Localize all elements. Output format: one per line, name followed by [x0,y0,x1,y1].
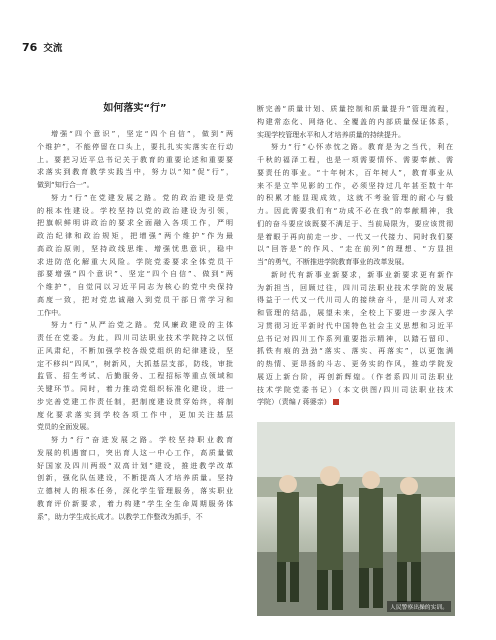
text-line: 工作中。 [37,307,66,317]
photo-caption: 人民警察出操的实训。 [387,601,451,612]
text-line: 的热情、更昂扬的斗志、更务实的作风，推动学院发 [257,359,453,368]
text-line: 抓铁有痕的劲劲“落实、落实、再落实”，以更饱满 [257,346,453,356]
text-line: 和管理的结晶，展望未来，全校上下要进一步深入学 [257,308,453,317]
text-line: 是着眼于再向前走一步、一代又一代接力、同时我们要 [257,231,453,241]
text-line: 上。要把习近平总书记关于教育的重要论述和重要要 [37,154,233,164]
text-line: 系”，助力学生成长成才。以教学工作整改为抓手，不 [37,511,203,521]
text-line: 千秋的福泽工程，也是一项需要情怀、需要奉献、需 [257,155,453,164]
text-line: 展迈上新台阶，再创新辉煌。（作者系四川司法职业 [257,371,453,381]
article-column-right [257,103,453,409]
text-line: 技术学院党委书记）（本文供图/四川司法职业技术 [257,384,453,394]
article-body-right [257,103,453,409]
text-line: 求进防范化解重大风险。学院党委要求全体党员干 [37,256,233,266]
text-line: 努力“行”从严治党之路。党风廉政建设的主体 [51,320,233,330]
text-line: 实现学校管理水平和人才培养质量的持续提升。 [257,129,405,139]
article-column-left [37,90,233,523]
text-line: 的积累才能显现成效，这就不考验管理的耐心与毅 [257,193,453,203]
text-line: 好国家及四川两级“双高计划”建设，推进教学改革 [37,460,233,470]
article-title: 如何落实“行” [103,103,167,114]
text-line: 当”的勇气，不断推进学院教育事业的改革发展。 [257,257,409,266]
end-mark-icon [333,399,339,405]
text-line: 努力“行”奋进发展之路。学校坚持职业教育 [51,435,233,444]
text-line: 的根本性建设。学校坚持以党的政治建设为引领， [37,205,233,215]
text-line: 构建常态化、网络化、全覆盖的内部质量保证体系， [257,116,453,126]
text-line: 监管、招生考试、后勤服务、工程招标等重点领域和 [37,371,233,381]
text-line: 习贯彻习近平新时代中国特色社会主义思想和习近平 [257,320,453,330]
text-line: 来不是立竿见影的工作，必须坚持过几年甚至数十年 [257,180,453,190]
text-line: 新时代有新事业新要求，新事业新要求更有新作 [271,269,453,279]
text-line: 高度一致，把对党忠诚融入到党员干部日常学习和 [37,294,233,304]
article-body-left [37,128,233,523]
text-line: 断完善“质量计划、质量控制和质量提升”管理流程， [257,104,453,113]
text-line: 政治纪律和政治规矩，把增强“两个维护”作为最 [37,231,233,240]
text-line: 得益于一代又一代川司人的接续奋斗，是川司人对求 [257,295,453,305]
text-line: 做到“知行合一”。 [37,180,94,189]
page-header [22,40,62,54]
text-line: 把旗帜鲜明讲政治的要求全面融入各项工作，严明 [37,218,233,228]
text-line: 要责任的事业。“十年树木，百年树人”，教育事业从 [257,167,453,177]
text-line: 高政治原则，坚持政线思维、增强忧患意识，稳中 [37,243,233,253]
photo-illustration [257,422,455,616]
text-line: 力。因此需要我们有“功成不必在我”的奉献精神，我 [257,206,453,215]
text-line: 增强“四个意识”，坚定“四个自信”，做到“两 [51,129,233,138]
page-number: 76 [22,41,38,54]
text-line: 个维护”，自觉同以习近平同志为核心的党中央保持 [37,282,233,291]
article-photo [257,422,455,616]
text-line: 关键环节。同时，着力推动党组织标准化建设，进一 [37,384,233,393]
text-line: 们的奋斗要应该既要不满足于、当前局限为，要应该贯彻 [257,218,453,228]
text-line: 部要增强“四个意识”、坚定“四个自信”、做到“两 [37,269,233,279]
text-line: 责任在党委。为此，四川司法职业技术学院持之以恒 [37,333,233,342]
text-line: 步完善党建工作责任制，把制度建设贯穿始终，将制 [37,396,233,406]
text-line: 为新担当，回顾过往，四川司法职业技术学院的发展 [257,282,453,292]
text-line: 度化要求落实到学校各项工作中，更加关注基层 [37,409,233,419]
text-line: 正风肃纪，不断加强学校各级党组织的纪律建设，坚 [37,345,233,355]
text-line: 学院）（责编 / 蒋婆亲） [257,396,453,409]
text-line: 以“回答是”的作风、“走在前列”的理想、“方显担 [257,244,453,254]
text-line: 发展的机遇窗口，突出育人这一中心工作，高质量做 [37,447,233,457]
text-line: 求落实到教育教学实践当中，努力以“知”促“行”， [37,167,233,177]
text-line: 创新，强化队伍建设，不断提高人才培养质量。坚持 [37,473,233,483]
text-line: 努力“行”心怀赤忱之路。教育是为之当代，利在 [271,142,453,152]
text-line: 立德树人的根本任务，深化学生管理服务，落实职业 [37,486,233,495]
text-line: 教育评价新要求，着力构建“学生全生命周期服务体 [37,498,233,508]
text-line: 个维护”，不能停留在口头上，要扎扎实实落实在行动 [37,141,233,151]
text-line: 努力“行”在党建发展之路。党的政治建设是党 [51,192,233,202]
text-line: 党员的全面发展。 [37,422,94,432]
text-line: 定不移纠“四风”，树新风，大抓基层支部，防线，审批 [37,358,233,368]
text-line: 总书记对四川工作系列重要指示精神，以踏石留印、 [257,333,453,343]
section-label: 交流 [43,43,63,54]
